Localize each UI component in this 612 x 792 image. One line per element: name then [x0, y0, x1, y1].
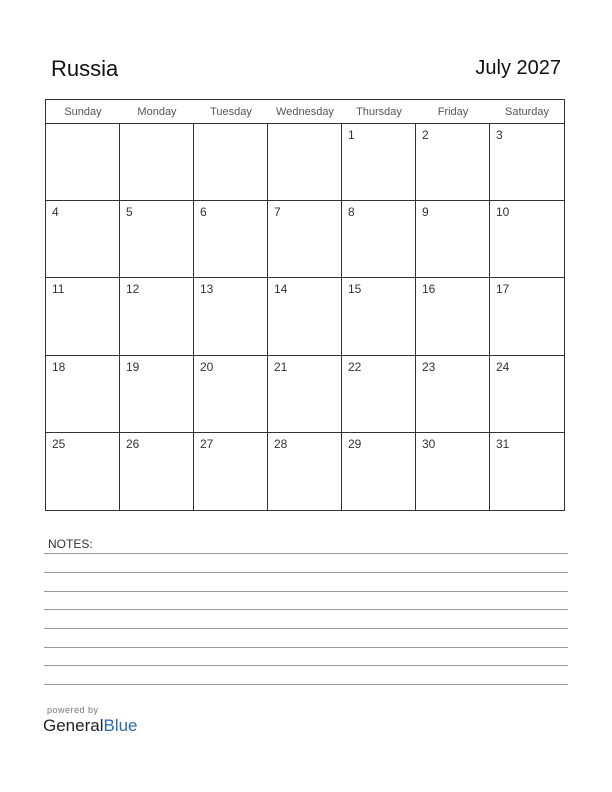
day-number: 31 [496, 436, 510, 451]
day-cell [342, 201, 416, 278]
day-cell [46, 433, 120, 510]
day-cell [268, 356, 342, 433]
day-number: 15 [348, 282, 362, 297]
day-cell [120, 124, 194, 201]
day-cell [120, 201, 194, 278]
day-number: 1 [348, 128, 355, 142]
weekday-header: Tuesday [194, 100, 268, 124]
day-number: 5 [126, 205, 133, 220]
note-line [44, 591, 568, 592]
day-cell [416, 278, 490, 355]
note-line [44, 647, 568, 648]
day-cell [416, 433, 490, 510]
day-cell [46, 201, 120, 278]
day-cell [342, 278, 416, 355]
day-cell [268, 124, 342, 201]
day-number: 16 [422, 282, 436, 297]
day-number: 28 [274, 436, 288, 451]
day-cell [46, 356, 120, 433]
day-number: 25 [52, 436, 66, 451]
weekday-header: Sunday [46, 100, 120, 124]
day-cell [342, 124, 416, 201]
day-cell [416, 356, 490, 433]
day-number: 6 [200, 205, 207, 220]
day-cell [342, 356, 416, 433]
day-number: 14 [274, 282, 288, 297]
day-number: 3 [496, 128, 503, 142]
day-cell [416, 124, 490, 201]
weekday-header: Monday [120, 100, 194, 124]
note-line [44, 684, 568, 685]
note-line [44, 628, 568, 629]
day-cell [120, 356, 194, 433]
day-cell [268, 278, 342, 355]
day-number: 29 [348, 436, 362, 451]
powered-by-text: powered by [47, 705, 99, 715]
note-line [44, 572, 568, 573]
day-number: 7 [274, 205, 281, 220]
day-cell [120, 278, 194, 355]
day-number: 2 [422, 128, 429, 142]
day-number: 19 [126, 359, 140, 374]
day-cell [46, 124, 120, 201]
day-number: 21 [274, 359, 288, 374]
brand-blue: Blue [103, 716, 138, 735]
note-line [44, 553, 568, 554]
day-cell [194, 433, 268, 510]
day-cell [342, 433, 416, 510]
day-number: 20 [200, 359, 214, 374]
day-number: 27 [200, 436, 214, 451]
day-number: 4 [52, 205, 59, 220]
day-number: 22 [348, 359, 362, 374]
day-number: 10 [496, 205, 510, 220]
day-cell [194, 201, 268, 278]
day-cell [194, 124, 268, 201]
day-number: 11 [52, 282, 65, 297]
day-number: 12 [126, 282, 140, 297]
day-number: 9 [422, 205, 429, 220]
day-cell [120, 433, 194, 510]
day-number: 23 [422, 359, 436, 374]
day-cell [490, 201, 564, 278]
weekday-header: Friday [416, 100, 490, 124]
day-cell [416, 201, 490, 278]
day-cell [268, 201, 342, 278]
day-number: 26 [126, 436, 140, 451]
day-cell [490, 278, 564, 355]
day-number: 24 [496, 359, 510, 374]
weekday-header: Saturday [490, 100, 564, 124]
month-year-title: July 2027 [475, 57, 561, 79]
day-number: 18 [52, 359, 66, 374]
generalblue-logo [43, 716, 138, 736]
day-cell [194, 356, 268, 433]
day-number: 17 [496, 282, 510, 297]
calendar-grid [45, 99, 565, 511]
brand-general: General [43, 716, 104, 735]
notes-label: NOTES: [48, 537, 93, 551]
note-line [44, 665, 568, 666]
note-line [44, 609, 568, 610]
day-cell [46, 278, 120, 355]
day-cell [194, 278, 268, 355]
day-cell [268, 433, 342, 510]
day-cell [490, 433, 564, 510]
day-number: 8 [348, 205, 355, 220]
weekday-header: Wednesday [268, 100, 342, 124]
day-number: 13 [200, 282, 214, 297]
day-cell [490, 124, 564, 201]
weekday-header: Thursday [342, 100, 416, 124]
day-cell [490, 356, 564, 433]
day-number: 30 [422, 436, 436, 451]
country-title: Russia [51, 56, 119, 81]
